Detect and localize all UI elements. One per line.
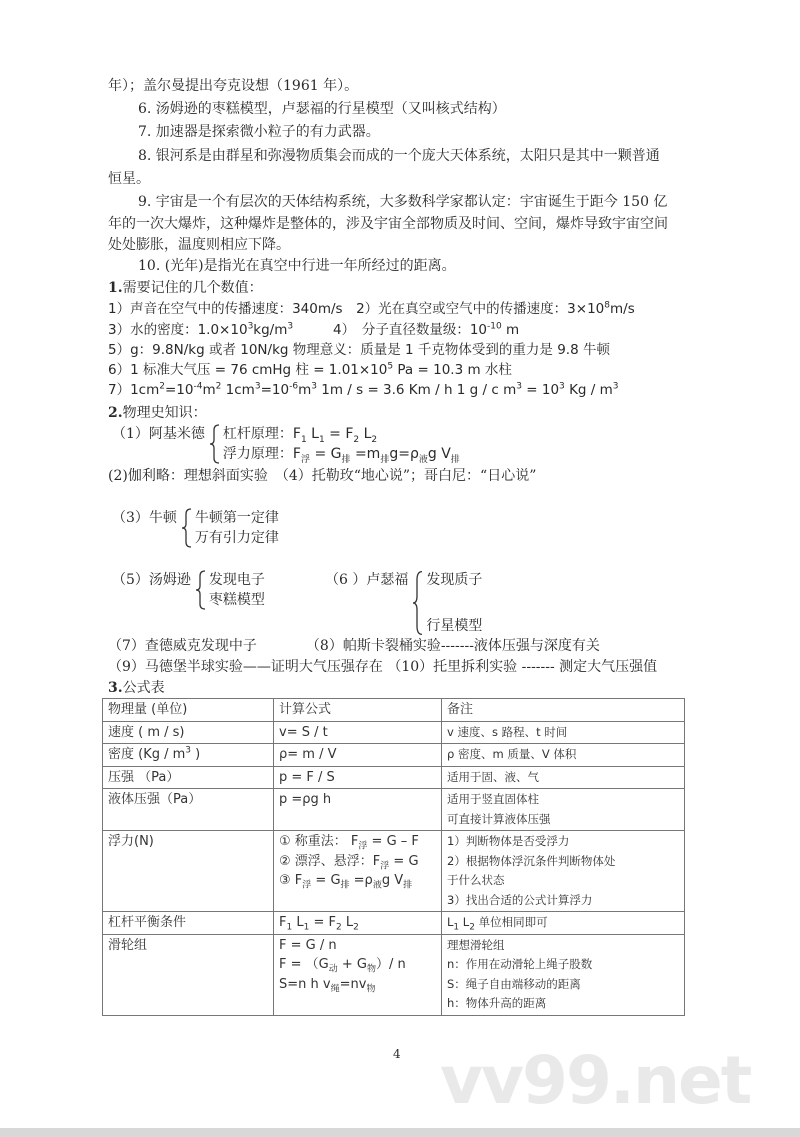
text-segment: F = G / n — [279, 937, 337, 953]
formula-table — [102, 698, 685, 1016]
text-segment: = G – F — [367, 834, 419, 849]
text-segment: 计算公式 — [279, 702, 332, 717]
formula-cell — [274, 699, 442, 722]
text-segment: 3 — [311, 381, 317, 392]
table-row — [103, 721, 685, 744]
text-segment: L — [292, 915, 304, 930]
brace-icon — [195, 570, 207, 610]
text-segment: 9. 宇宙是一个有层次的天体结构系统，大多数科学家都认定：宇宙诞生于距今 150 亿 — [138, 194, 668, 210]
text-segment: L — [459, 915, 470, 929]
text-segment: 排 — [450, 454, 460, 465]
note-cell — [442, 699, 685, 722]
page-bottom-bar — [0, 1128, 800, 1137]
quantity-cell — [103, 831, 274, 912]
text-segment: 物理量 (单位) — [108, 702, 188, 717]
text-segment: 适用于固、液、气 — [447, 769, 539, 784]
text-segment: 于什么状态 — [447, 873, 505, 887]
text-segment: 3 — [612, 381, 619, 392]
text-segment: 发现电子 — [208, 572, 265, 588]
text-segment: 需要记住的几个数值： — [122, 280, 263, 296]
value-line-pair — [108, 320, 519, 340]
text-segment: 1 — [303, 922, 310, 933]
table-row — [103, 789, 685, 831]
text-segment: 浮力(N) — [108, 834, 154, 849]
text-segment: 枣糕模型 — [208, 592, 265, 608]
text-segment: =nv — [339, 976, 367, 992]
note-cell — [442, 831, 685, 912]
text-segment: n：作用在动滑轮上绳子股数 — [447, 957, 593, 971]
rutherford-a — [426, 570, 482, 590]
text-segment: =m — [350, 446, 381, 462]
archimedes-group — [112, 424, 460, 464]
text-segment: 滑轮组 — [108, 937, 148, 953]
text-segment: 7. 加速器是探索微小粒子的有力武器。 — [138, 124, 380, 140]
text-segment: 可直接计算液体压强 — [447, 811, 551, 826]
text-segment: 1m / s = 3.6 Km / h 1 g / c m — [316, 382, 517, 398]
value-line — [333, 322, 519, 338]
text-segment: ρ 密度、m 质量、V 体积 — [447, 747, 577, 761]
quantity-cell — [103, 699, 274, 722]
section-1-heading — [108, 278, 263, 298]
rutherford-name — [325, 570, 408, 590]
text-segment: 1 — [300, 434, 307, 445]
text-segment: （9）马德堡半球实验——证明大气压强存在 （10）托里拆利实验 ------- 测定大气压强值 — [108, 659, 658, 675]
text-segment: 发现质子 — [426, 572, 483, 588]
text-segment: 单位相同即可 — [474, 915, 548, 929]
table-row — [103, 744, 685, 767]
text-segment: m — [202, 382, 216, 398]
brace-icon — [181, 508, 193, 548]
text-segment: 1. — [108, 280, 123, 296]
table-row — [103, 934, 685, 1015]
text-segment: ③ F — [279, 873, 303, 888]
text-segment: 浮力原理：F — [222, 446, 301, 462]
text-segment: 牛顿第一定律 — [194, 510, 279, 526]
text-segment: 1cm — [221, 382, 255, 398]
text-segment: F = （G — [279, 957, 329, 972]
text-segment: =10 — [260, 382, 290, 398]
text-segment: Pa = 10.3 m 水柱 — [393, 362, 512, 378]
text-segment: 3）找出合适的公式计算浮力 — [447, 892, 593, 907]
text-segment: 1 — [286, 922, 293, 933]
text-segment: 恒星。 — [108, 171, 150, 187]
text-segment: 5）g：9.8N/kg 或者 10N/kg 物理意义：质量是 1 千克物体受到的重力是 9.8 牛顿 — [108, 342, 610, 358]
text-segment: 压强 （Pa） — [108, 769, 180, 785]
text-segment: = G — [310, 446, 342, 462]
text-segment: 7）1cm — [108, 382, 160, 398]
paragraph-line — [108, 76, 358, 96]
text-segment: v= S / t — [279, 724, 328, 740]
history-line-9 — [108, 657, 657, 677]
text-segment: g V — [427, 446, 451, 462]
brace-icon — [209, 424, 221, 464]
text-segment: m/s — [610, 301, 635, 317]
text-segment: g V — [381, 873, 404, 888]
quantity-cell — [103, 934, 274, 1015]
table-row — [103, 912, 685, 935]
value-line — [108, 360, 512, 380]
text-segment: （6 ）卢瑟福 — [325, 572, 409, 588]
thomson-group — [112, 570, 265, 610]
text-segment: 1）判断物体是否受浮力 — [447, 834, 570, 848]
archimedes-buoyancy — [223, 444, 460, 464]
text-segment: ）/ n — [375, 957, 406, 972]
text-segment: （7）查德威克发现中子 （8）帕斯卡裂桶实验-------液体压强与深度有关 — [108, 638, 600, 654]
formula-cell — [274, 766, 442, 789]
newton-name — [112, 508, 177, 528]
text-segment: 8 — [604, 300, 610, 311]
text-segment: 浮 — [300, 454, 310, 465]
history-line-7 — [108, 636, 600, 656]
note-cell — [442, 789, 685, 831]
text-segment: 密度 (Kg / m — [108, 747, 186, 762]
table-row — [103, 766, 685, 789]
table-header-row — [103, 699, 685, 722]
paragraph-line — [138, 146, 660, 166]
text-segment: 2 — [469, 922, 475, 933]
text-segment: = F — [309, 915, 336, 930]
galileo-line — [108, 466, 536, 486]
text-segment: L — [341, 915, 354, 930]
text-segment: ① 称重法： F — [279, 834, 359, 849]
text-segment: 8. 银河系是由群星和弥漫物质集会而成的一个庞大天体系统，太阳只是其中一颗普通 — [138, 148, 660, 164]
note-cell — [442, 744, 685, 767]
text-segment: 1 — [318, 434, 325, 445]
text-segment: S：绳子自由端移动的距离 — [447, 976, 581, 991]
text-segment: =ρ — [349, 873, 373, 888]
text-segment: 2）根据物体浮沉条件判断物体处 — [447, 853, 616, 868]
rutherford-group — [325, 570, 482, 636]
text-segment: 4） 分子直径数量级：10 — [333, 322, 488, 338]
text-segment: = G — [389, 853, 419, 869]
text-segment: 公式表 — [122, 680, 165, 696]
text-segment: 6. 汤姆逊的枣糕模型，卢瑟福的行星模型（又叫核式结构） — [138, 101, 506, 117]
thomson-name — [112, 570, 191, 590]
paragraph-line — [138, 99, 506, 119]
text-segment: p = F / S — [279, 769, 335, 785]
formula-cell — [274, 789, 442, 831]
text-segment: 适用于竖直固体柱 — [447, 792, 539, 806]
text-segment: 2 — [159, 381, 165, 392]
formula-cell — [274, 744, 442, 767]
formula-cell — [274, 934, 442, 1015]
text-segment: g=ρ — [389, 446, 419, 462]
formula-cell — [274, 912, 442, 935]
text-segment: 排 — [403, 880, 413, 891]
value-line — [108, 340, 610, 360]
text-segment: 处处膨胀，温度则相应下降。 — [108, 237, 290, 253]
text-segment: 排 — [341, 454, 351, 465]
quantity-cell — [103, 721, 274, 744]
value-line — [108, 380, 619, 400]
formula-cell — [274, 721, 442, 744]
text-segment: （3）牛顿 — [112, 510, 177, 526]
text-segment: ② 漂浮、悬浮：F — [279, 853, 381, 869]
text-segment: 年的一次大爆炸，这种爆炸是整体的，涉及宇宙全部物质及时间、空间，爆炸导致宇宙空间 — [108, 216, 668, 232]
text-segment: 3 — [559, 381, 565, 392]
text-segment: 2 — [335, 922, 342, 933]
quantity-cell — [103, 912, 274, 935]
text-segment: F — [279, 915, 287, 930]
note-cell — [442, 912, 685, 935]
text-segment: S=n h v — [279, 976, 331, 992]
newton-b — [195, 528, 279, 548]
text-segment: 2 — [371, 434, 378, 445]
rutherford-b — [426, 616, 482, 636]
text-segment: 排 — [340, 880, 350, 891]
text-segment: 年）；盖尔曼提出夸克设想（1961 年）。 — [108, 78, 359, 94]
text-segment: ρ= m / V — [279, 747, 337, 762]
quantity-cell — [103, 744, 274, 767]
paragraph-line — [108, 235, 290, 255]
text-segment: 速度 ( m / s) — [108, 724, 185, 740]
text-segment: L — [447, 915, 454, 929]
text-segment: 动 — [328, 964, 338, 975]
archimedes-name — [112, 424, 205, 444]
text-segment: h：物体升高的距离 — [447, 996, 547, 1010]
note-cell — [442, 766, 685, 789]
text-segment: L — [306, 426, 319, 442]
value-line — [108, 320, 333, 340]
text-segment: 3 — [185, 745, 192, 756]
thomson-b — [209, 590, 265, 610]
text-segment: 浮 — [302, 880, 312, 891]
text-segment: 6）1 标准大气压 = 76 cmHg 柱 = 1.01×10 — [108, 362, 388, 378]
text-segment: 物理史知识： — [122, 405, 207, 421]
text-segment: 物 — [366, 964, 376, 975]
text-segment: 杠杆平衡条件 — [108, 915, 187, 930]
text-segment: （1）阿基米德 — [112, 426, 205, 442]
text-segment: m — [501, 322, 520, 338]
text-segment: 3. — [108, 680, 123, 696]
text-segment: 2. — [108, 405, 123, 421]
text-segment: 浮 — [358, 841, 368, 852]
text-segment: =10 — [165, 382, 194, 398]
text-segment: m — [298, 382, 312, 398]
text-segment: -4 — [193, 381, 203, 392]
text-segment: 浮 — [380, 861, 390, 872]
note-cell — [442, 934, 685, 1015]
archimedes-lever — [223, 424, 460, 444]
text-segment: 杠杆原理：F — [222, 426, 301, 442]
section-2-heading — [108, 403, 207, 423]
thomson-a — [209, 570, 265, 590]
text-segment: 2 — [215, 381, 222, 392]
watermark: vv99.net — [440, 1042, 751, 1119]
text-segment: L — [359, 426, 372, 442]
text-segment: 行星模型 — [426, 618, 483, 634]
text-segment: 排 — [380, 454, 390, 465]
text-segment: 2 — [353, 434, 360, 445]
note-cell — [442, 721, 685, 744]
quantity-cell — [103, 789, 274, 831]
text-segment: Kg / m — [564, 382, 613, 398]
formula-cell — [274, 831, 442, 912]
text-segment: 3 — [247, 321, 254, 332]
text-segment: 3 — [516, 381, 522, 392]
text-segment: 3 — [254, 381, 261, 392]
text-segment: 3）水的密度：1.0×10 — [108, 322, 248, 338]
text-segment: ) — [191, 747, 201, 762]
text-segment: v 速度、s 路程、t 时间 — [447, 724, 568, 739]
paragraph-line — [138, 192, 667, 212]
text-segment: 理想滑轮组 — [447, 937, 505, 952]
text-segment: 2 — [353, 922, 359, 933]
text-segment: = G — [311, 873, 341, 888]
text-segment: 3 — [287, 321, 294, 332]
text-segment: -6 — [289, 381, 299, 392]
text-segment: 绳 — [330, 984, 340, 995]
page-number: 4 — [393, 1047, 401, 1061]
text-segment: 液 — [372, 880, 382, 891]
text-segment: 物 — [366, 984, 376, 995]
paragraph-line — [108, 214, 668, 234]
text-segment: = F — [324, 426, 354, 442]
text-segment: + G — [337, 957, 367, 972]
value-line — [108, 299, 635, 319]
newton-group — [112, 508, 279, 548]
text-segment: 10. (光年)是指光在真空中行进一年所经过的距离。 — [138, 258, 456, 274]
text-segment: (2)伽利略：理想斜面实验 （4）托勒玫“地心说”；哥白尼：“日心说” — [108, 468, 537, 484]
text-segment: 1 — [453, 922, 460, 933]
quantity-cell — [103, 766, 274, 789]
text-segment: （5）汤姆逊 — [112, 572, 191, 588]
paragraph-line — [108, 169, 150, 189]
text-segment: 万有引力定律 — [194, 530, 279, 546]
newton-a — [195, 508, 279, 528]
text-segment: 液 — [418, 454, 428, 465]
paragraph-line — [138, 256, 456, 276]
text-segment: 5 — [387, 361, 394, 372]
brace-icon — [412, 570, 424, 636]
text-segment: -10 — [487, 321, 502, 332]
text-segment: kg/m — [253, 322, 288, 338]
table-row — [103, 831, 685, 912]
text-segment: = 10 — [521, 382, 560, 398]
section-3-heading — [108, 678, 165, 698]
paragraph-line — [138, 122, 380, 142]
text-segment: 液体压强（Pa） — [108, 792, 202, 807]
text-segment: p =ρg h — [279, 792, 332, 807]
text-segment: 备注 — [447, 702, 474, 717]
text-segment: 1）声音在空气中的传播速度：340m/s 2）光在真空或空气中的传播速度：3×10 — [108, 301, 605, 317]
